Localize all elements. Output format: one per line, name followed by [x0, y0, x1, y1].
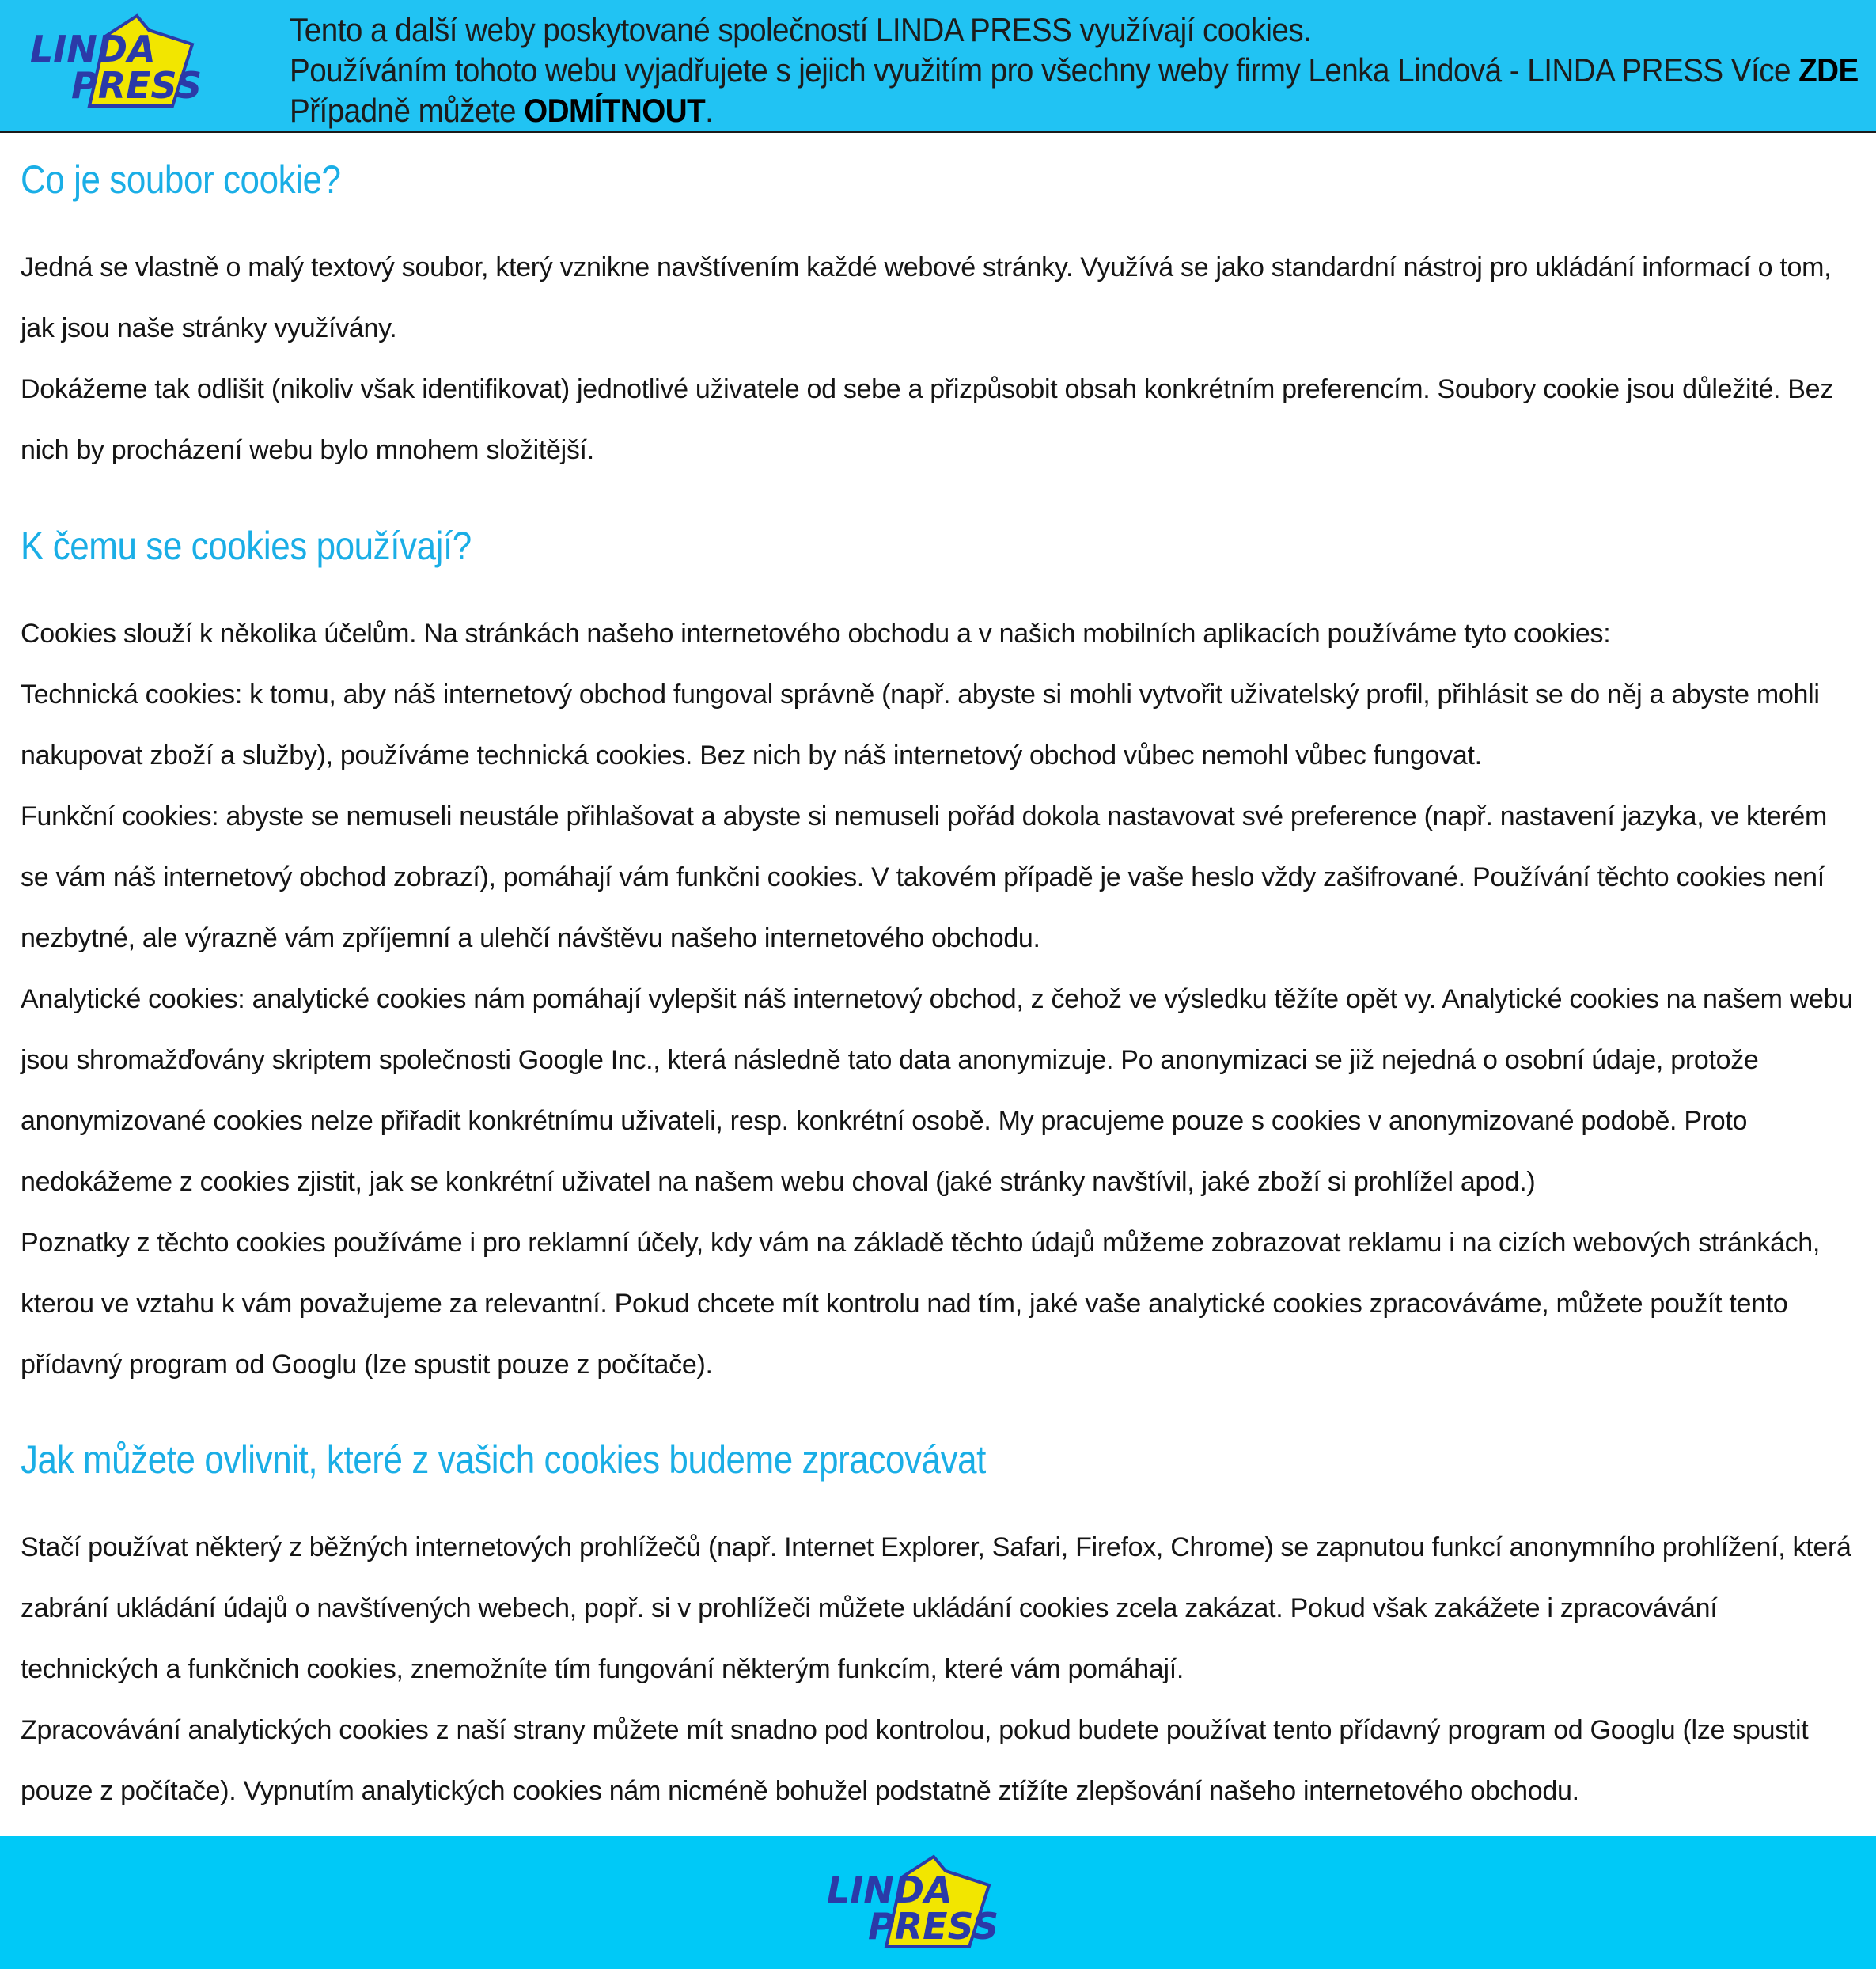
section-body-cookie-usage [21, 604, 1856, 1395]
svg-text:LINDA: LINDA [827, 1869, 953, 1911]
svg-text:PRESS: PRESS [868, 1905, 999, 1948]
paragraph: Analytické cookies: analytické cookies nám pomáhají vylepšit náš internetový obchod, z čehož ve výsledku těžíte opět vy. Analytické cookies na našem webu jsou shromažďovány skriptem společnosti Google Inc., která následně tato data anonymizuje. Po anonymizaci se již nejedná o osobní údaje, protože anonymizované cookies nelze přiřadit konkrétnímu uživateli, resp. konkrétní osobě. My pracujeme pouze s cookies v anonymizované podobě. Proto nedokážeme z cookies zjistit, jak se konkrétní uživatel na našem webu choval (jaké stránky navštívil, jaké zboží si prohlížel apod.) [21, 984, 1853, 1197]
paragraph: Zpracovávání analytických cookies z naší strany můžete mít snadno pod kontrolou, pokud budete používat tento přídavný program od Googlu (lze spustit pouze z počítače). Vypnutím analytických cookies nám nicméně bohužel podstatně ztížíte zlepšování našeho internetového obchodu. [21, 1715, 1809, 1806]
footer [0, 1836, 1876, 1969]
paragraph: Technická cookies: k tomu, aby náš internetový obchod fungoval správně (např. abyste si mohli vytvořit uživatelský profil, přihlásit se do něj a abyste mohli nakupovat zboží a služby), používáme technická cookies. Bez nich by náš internetový obchod vůbec nemohl vůbec fungovat. [21, 680, 1820, 771]
decline-cookies-link[interactable]: ODMÍTNOUT [524, 92, 706, 129]
svg-text:LINDA: LINDA [30, 28, 156, 70]
more-info-link[interactable]: ZDE [1798, 51, 1859, 89]
linda-press-logo[interactable] [30, 13, 267, 112]
paragraph: Funkční cookies: abyste se nemuseli neustále přihlašovat a abyste si nemuseli pořád dokola nastavovat své preference (např. nastavení jazyka, ve kterém se vám náš internetový obchod zobrazí), pomáhají vám funkčni cookies. V takovém případě je vaše heslo vždy zašifrované. Používání těchto cookies není nezbytné, ale výrazně vám zpříjemní a ulehčí návštěvu našeho internetového obchodu. [21, 801, 1828, 953]
banner-line-1: Tento a další weby poskytované společností LINDA PRESS využívají cookies. [290, 11, 1312, 48]
paragraph: Stačí používat některý z běžných internetových prohlížečů (např. Internet Explorer, Safari, Firefox, Chrome) se zapnutou funkcí anonymního prohlížení, která zabrání ukládání údajů o navštívených webech, popř. si v prohlížeči můžete ukládání cookies zcela zakázat. Pokud však zakážete i zpracovávání technických a funkčnich cookies, znemožníte tím fungování některým funkcím, které vám pomáhají. [21, 1532, 1851, 1684]
section-heading-cookie-usage: K čemu se cookies používají? [21, 524, 472, 568]
footer-linda-press-logo[interactable] [827, 1854, 1064, 1952]
banner-line-2: Používáním tohoto webu vyjadřujete s jejich využitím pro všechny weby firmy Lenka Lindová - LINDA PRESS Více ZDE [290, 51, 1859, 89]
cookie-banner-text [290, 9, 1859, 131]
section-body-cookie-control [21, 1517, 1856, 1822]
paragraph: Cookies slouží k několika účelům. Na stránkách našeho internetového obchodu a v našich mobilních aplikacích používáme tyto cookies: [21, 619, 1611, 649]
section-heading-what-is-cookie: Co je soubor cookie? [21, 157, 341, 202]
svg-text:PRESS: PRESS [71, 64, 203, 107]
section-body-what-is-cookie [21, 237, 1856, 481]
banner-line-3: Případně můžete ODMÍTNOUT. [290, 92, 714, 129]
cookie-banner [0, 0, 1876, 133]
paragraph: Poznatky z těchto cookies používáme i pro reklamní účely, kdy vám na základě těchto údajů můžeme zobrazovat reklamu i na cizích webových stránkách, kterou ve vztahu k vám považujeme za relevantní. Pokud chcete mít kontrolu nad tím, jaké vaše analytické cookies zpracováváme, můžete použít tento přídavný program od Googlu (lze spustit pouze z počítače). [21, 1228, 1821, 1380]
paragraph: Jedná se vlastně o malý textový soubor, který vznikne navštívením každé webové stránky. Využívá se jako standardní nástroj pro ukládání informací o tom, jak jsou naše stránky využívány. [21, 252, 1832, 343]
paragraph: Dokážeme tak odlišit (nikoliv však identifikovat) jednotlivé uživatele od sebe a přizpůsobit obsah konkrétním preferencím. Soubory cookie jsou důležité. Bez nich by procházení webu bylo mnohem složitější. [21, 374, 1833, 465]
section-heading-cookie-control: Jak můžete ovlivnit, které z vašich cookies budeme zpracovávat [21, 1437, 986, 1482]
